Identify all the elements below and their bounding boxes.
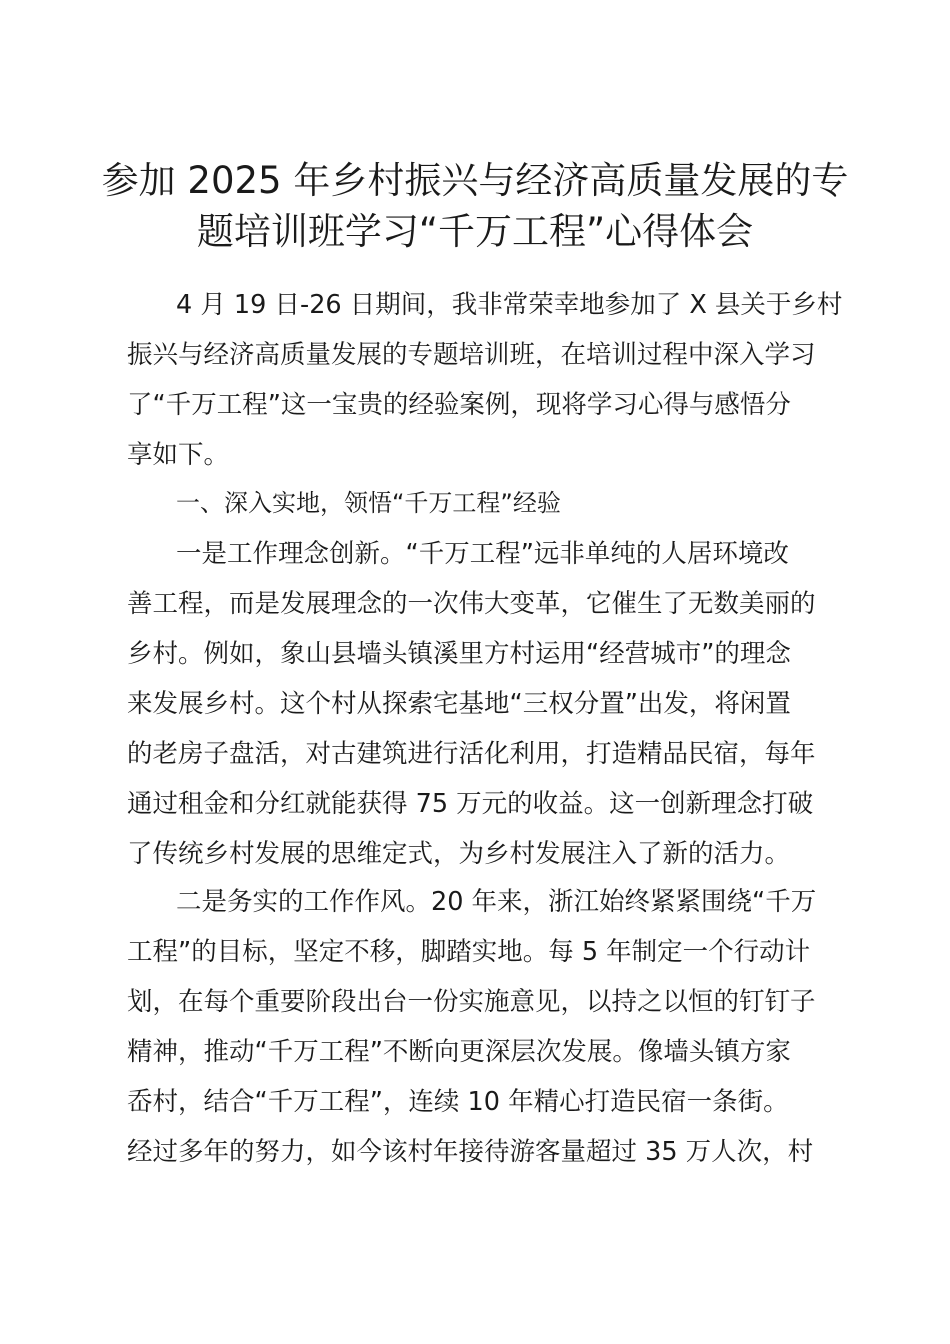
document-title-line-2: 题培训班学习“千万工程”心得体会 (196, 210, 754, 253)
paragraph-3-line-5: 岙村，结合“千万工程”，连续 10 年精心打造民宿一条街。 (127, 1087, 789, 1117)
paragraph-1-line-4: 享如下。 (127, 440, 230, 470)
paragraph-2-line-4: 来发展乡村。这个村从探索宅基地“三权分置”出发，将闲置 (127, 689, 791, 719)
paragraph-3-line-3: 划，在每个重要阶段出台一份实施意见，以持之以恒的钉钉子 (127, 987, 816, 1017)
paragraph-1-line-1: 4 月 19 日-26 日期间，我非常荣幸地参加了 X 县关于乡村 (176, 290, 843, 320)
paragraph-1-line-2: 振兴与经济高质量发展的专题培训班，在培训过程中深入学习 (127, 340, 816, 370)
section-heading-1: 一、深入实地，领悟“千万工程”经验 (176, 489, 561, 517)
document-title-line-1: 参加 2025 年乡村振兴与经济高质量发展的专 (101, 159, 849, 202)
paragraph-2-line-1: 一是工作理念创新。“千万工程”远非单纯的人居环境改 (176, 539, 789, 569)
paragraph-3-line-2: 工程”的目标，坚定不移，脚踏实地。每 5 年制定一个行动计 (127, 937, 811, 967)
paragraph-2-line-3: 乡村。例如，象山县墙头镇溪里方村运用“经营城市”的理念 (127, 639, 791, 669)
paragraph-2-line-7: 了传统乡村发展的思维定式，为乡村发展注入了新的活力。 (127, 839, 791, 869)
paragraph-2-line-5: 的老房子盘活，对古建筑进行活化利用，打造精品民宿，每年 (127, 739, 816, 769)
paragraph-3-line-4: 精神，推动“千万工程”不断向更深层次发展。像墙头镇方家 (127, 1037, 791, 1067)
paragraph-3-line-1: 二是务实的工作作风。20 年来，浙江始终紧紧围绕“千万 (176, 887, 817, 917)
paragraph-3-line-6: 经过多年的努力，如今该村年接待游客量超过 35 万人次，村 (127, 1137, 814, 1167)
paragraph-2-line-2: 善工程，而是发展理念的一次伟大变革，它催生了无数美丽的 (127, 589, 816, 619)
paragraph-2-line-6: 通过租金和分红就能获得 75 万元的收益。这一创新理念打破 (127, 789, 814, 819)
paragraph-1-line-3: 了“千万工程”这一宝贵的经验案例，现将学习心得与感悟分 (127, 390, 791, 420)
